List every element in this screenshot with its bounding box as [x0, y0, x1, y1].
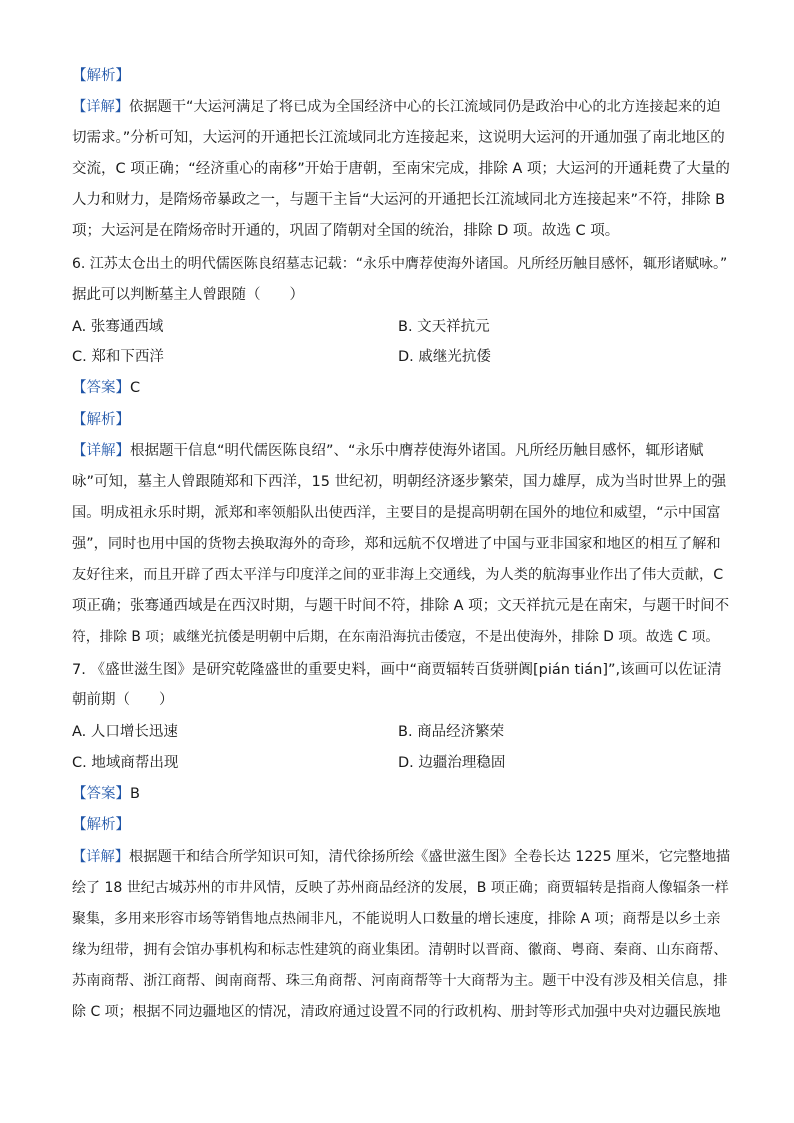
q6-detail-line: 国。明成祖永乐时期，派郑和率领船队出使西洋，主要目的是提高明朝在国外的地位和威望，“示中国富: [72, 505, 721, 521]
q7-detail-line: 【详解】根据题干和结合所学知识可知，清代徐扬所绘《盛世滋生图》全卷长达 1225 厘米，它完整地描: [72, 849, 731, 865]
question-6-stem: 6. 江苏太仓出土的明代儒医陈良绍墓志记载：“永乐中膺荐使海外诸国。凡所经历触目感怀，辄形诸赋咏。”: [72, 256, 728, 272]
detail-line: 交流，C 项正确；“经济重心的南移”开始于唐朝，至南宋完成，排除 A 项；大运河的开通耗费了大量的: [72, 161, 730, 177]
question-6-stem: 据此可以判断墓主人曾跟随（ ）: [72, 287, 304, 303]
q6-option-a: A. 张骞通西域: [72, 319, 164, 335]
q6-option-d: D. 戚继光抗倭: [398, 349, 491, 365]
q6-detail-line: 符，排除 B 项；戚继光抗倭是明朝中后期，在东南沿海抗击倭寇，不是出使海外，排除 D 项。故选 C 项。: [72, 629, 720, 645]
q6-detail-line: 友好往来，而且开辟了西太平洋与印度洋之间的亚非海上交通线，为人类的航海事业作出了伟大贡献，C: [72, 567, 724, 583]
q6-option-b: B. 文天祥抗元: [398, 319, 490, 335]
detail-label: 【详解】: [72, 443, 130, 459]
q6-detail-line: 【详解】根据题干信息“明代儒医陈良绍”、“永乐中膺荐使海外诸国。凡所经历触目感怀，辄形诸赋: [72, 443, 704, 459]
analysis-label-2: 【解析】: [72, 412, 130, 428]
q7-option-d: D. 边疆治理稳固: [398, 755, 506, 771]
q7-answer: 【答案】B: [72, 786, 140, 802]
question-7-stem: 朝前期（ ）: [72, 692, 174, 708]
detail-label: 【详解】: [72, 99, 130, 115]
q7-option-b: B. 商品经济繁荣: [398, 724, 505, 740]
q7-detail-line: 聚集，多用来形容市场等销售地点热闹非凡，不能说明人口数量的增长速度，排除 A 项；商帮是以乡土亲: [72, 911, 721, 927]
detail-line: 切需求。”分析可知，大运河的开通把长江流域同北方连接起来，这说明大运河的开通加强了南北地区的: [72, 130, 725, 146]
q7-detail-line: 缘为纽带，拥有会馆办事机构和标志性建筑的商业集团。清朝时以晋商、徽商、粤商、秦商、山东商帮、: [72, 942, 728, 958]
q6-detail-line: 项正确；张骞通西域是在西汉时期，与题干时间不符，排除 A 项；文天祥抗元是在南宋，与题干时间不: [72, 598, 730, 614]
q7-detail-line: 苏南商帮、浙江商帮、闽南商帮、珠三角商帮、河南商帮等十大商帮为主。题干中没有涉及相关信息，排: [72, 973, 728, 989]
q6-detail-line: 强”，同时也用中国的货物去换取海外的奇珍，郑和远航不仅增进了中国与亚非国家和地区的相互了解和: [72, 536, 721, 552]
detail-line: 项；大运河是在隋炀帝时开通的，巩固了隋朝对全国的统治，排除 D 项。故选 C 项。: [72, 223, 620, 239]
analysis-label-3: 【解析】: [72, 817, 130, 833]
q6-option-c: C. 郑和下西洋: [72, 349, 164, 365]
detail-line: 人力和财力，是隋炀帝暴政之一，与题干主旨“大运河的开通把长江流域同北方连接起来”不符，排除 B: [72, 192, 726, 208]
q7-option-c: C. 地域商帮出现: [72, 755, 179, 771]
q6-detail-line: 咏”可知，墓主人曾跟随郑和下西洋，15 世纪初，明朝经济逐步繁荣，国力雄厚，成为当时世界上的强: [72, 474, 727, 490]
analysis-label-1: 【解析】: [72, 68, 130, 84]
q6-answer: 【答案】C: [72, 380, 141, 396]
detail-line: 【详解】依据题干“大运河满足了将已成为全国经济中心的长江流域同仍是政治中心的北方连接起来的迫: [72, 99, 721, 115]
q7-detail-line: 除 C 项；根据不同边疆地区的情况，清政府通过设置不同的行政机构、册封等形式加强中央对边疆民族地: [72, 1004, 721, 1020]
detail-label: 【详解】: [72, 849, 130, 865]
q7-option-a: A. 人口增长迅速: [72, 724, 178, 740]
q7-detail-line: 绘了 18 世纪古城苏州的市井风情，反映了苏州商品经济的发展，B 项正确；商贾辐转是指商人像辐条一样: [72, 880, 729, 896]
question-7-stem: 7. 《盛世滋生图》是研究乾隆盛世的重要史料，画中“商贾辐转百货骈阗[pián tián]”,该画可以佐证清: [72, 662, 722, 678]
